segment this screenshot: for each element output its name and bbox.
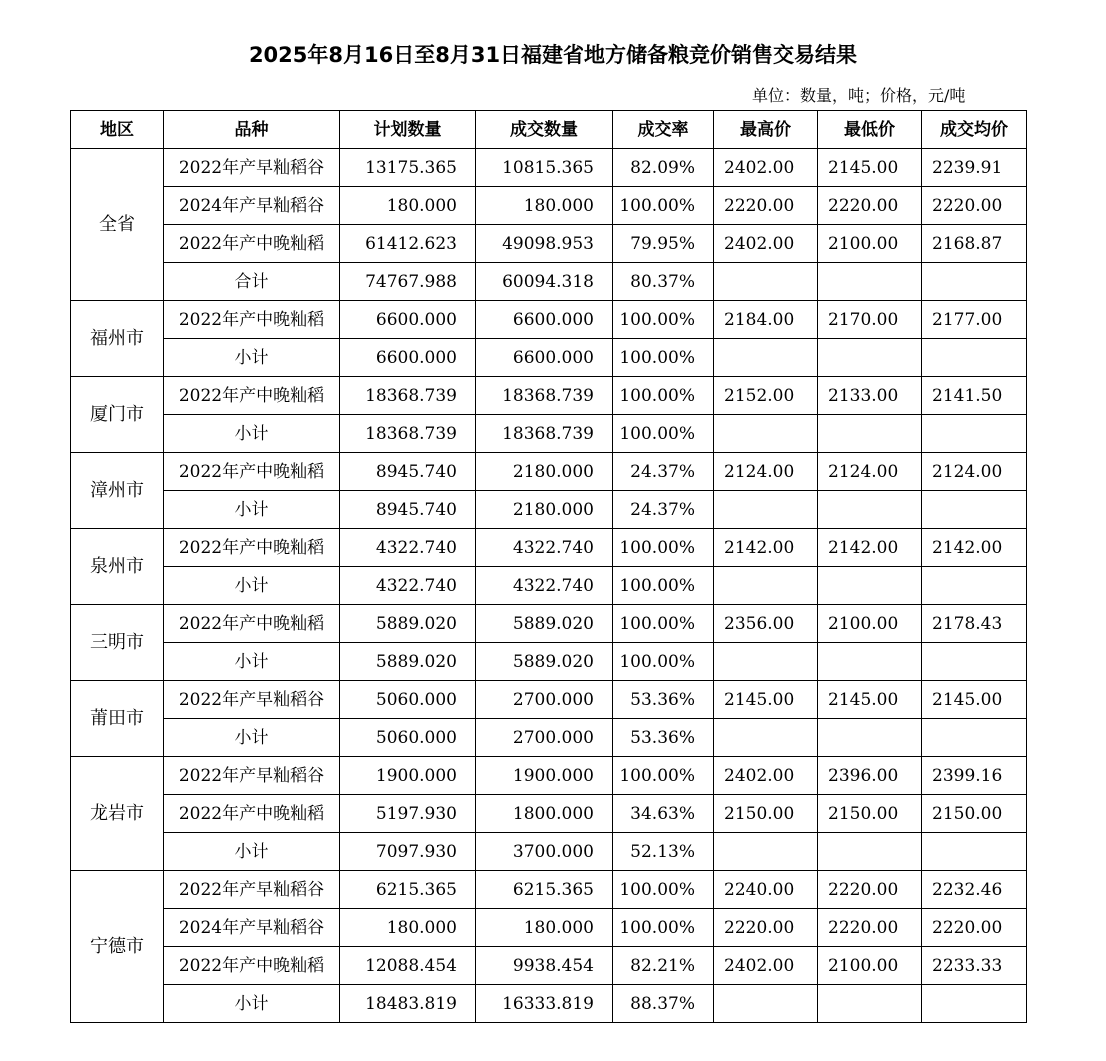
traded-qty-cell: 5889.020 — [476, 605, 613, 643]
planned-qty-cell: 5060.000 — [340, 681, 476, 719]
rate-cell: 100.00% — [613, 529, 714, 567]
min-price-cell: 2396.00 — [818, 757, 922, 795]
table-row — [71, 985, 1027, 1023]
min-price-cell: 2170.00 — [818, 301, 922, 339]
planned-qty-cell: 6600.000 — [340, 301, 476, 339]
traded-qty-cell: 4322.740 — [476, 529, 613, 567]
min-price-cell: 2220.00 — [818, 909, 922, 947]
traded-qty-cell: 180.000 — [476, 187, 613, 225]
region-cell: 厦门市 — [71, 377, 164, 453]
table-row — [71, 719, 1027, 757]
avg-price-cell — [922, 719, 1027, 757]
min-price-cell: 2145.00 — [818, 149, 922, 187]
max-price-cell: 2402.00 — [714, 149, 818, 187]
region-cell: 三明市 — [71, 605, 164, 681]
traded-qty-cell: 10815.365 — [476, 149, 613, 187]
table-row — [71, 681, 1027, 719]
planned-qty-cell: 74767.988 — [340, 263, 476, 301]
variety-cell: 小计 — [164, 643, 340, 681]
variety-cell: 2024年产早籼稻谷 — [164, 187, 340, 225]
header-traded-qty: 成交数量 — [476, 111, 613, 149]
rate-cell: 100.00% — [613, 643, 714, 681]
max-price-cell — [714, 415, 818, 453]
planned-qty-cell: 5889.020 — [340, 643, 476, 681]
max-price-cell — [714, 491, 818, 529]
header-max-price: 最高价 — [714, 111, 818, 149]
min-price-cell — [818, 339, 922, 377]
traded-qty-cell: 2700.000 — [476, 719, 613, 757]
rate-cell: 100.00% — [613, 757, 714, 795]
avg-price-cell — [922, 491, 1027, 529]
min-price-cell — [818, 833, 922, 871]
rate-cell: 80.37% — [613, 263, 714, 301]
traded-qty-cell: 5889.020 — [476, 643, 613, 681]
min-price-cell: 2124.00 — [818, 453, 922, 491]
avg-price-cell: 2141.50 — [922, 377, 1027, 415]
min-price-cell — [818, 985, 922, 1023]
rate-cell: 100.00% — [613, 301, 714, 339]
avg-price-cell — [922, 339, 1027, 377]
region-cell: 莆田市 — [71, 681, 164, 757]
table-row — [71, 225, 1027, 263]
rate-cell: 100.00% — [613, 415, 714, 453]
min-price-cell — [818, 491, 922, 529]
rate-cell: 82.21% — [613, 947, 714, 985]
rate-cell: 100.00% — [613, 377, 714, 415]
document-title: 2025年8月16日至8月31日福建省地方储备粮竞价销售交易结果 — [248, 43, 858, 67]
traded-qty-cell: 3700.000 — [476, 833, 613, 871]
table-row — [71, 643, 1027, 681]
traded-qty-cell: 18368.739 — [476, 415, 613, 453]
region-cell: 泉州市 — [71, 529, 164, 605]
rate-cell: 24.37% — [613, 491, 714, 529]
planned-qty-cell: 1900.000 — [340, 757, 476, 795]
rate-cell: 88.37% — [613, 985, 714, 1023]
min-price-cell: 2150.00 — [818, 795, 922, 833]
table-body — [71, 149, 1027, 1023]
planned-qty-cell: 7097.930 — [340, 833, 476, 871]
unit-note: 单位：数量，吨；价格，元/吨 — [752, 86, 966, 105]
table-row — [71, 187, 1027, 225]
variety-cell: 小计 — [164, 415, 340, 453]
traded-qty-cell: 6215.365 — [476, 871, 613, 909]
variety-cell: 小计 — [164, 833, 340, 871]
table-row — [71, 871, 1027, 909]
traded-qty-cell: 9938.454 — [476, 947, 613, 985]
min-price-cell: 2220.00 — [818, 871, 922, 909]
max-price-cell: 2220.00 — [714, 909, 818, 947]
rate-cell: 53.36% — [613, 681, 714, 719]
min-price-cell — [818, 643, 922, 681]
variety-cell: 2022年产中晚籼稻 — [164, 301, 340, 339]
table-row — [71, 339, 1027, 377]
traded-qty-cell: 16333.819 — [476, 985, 613, 1023]
max-price-cell: 2184.00 — [714, 301, 818, 339]
table-row — [71, 909, 1027, 947]
region-cell: 漳州市 — [71, 453, 164, 529]
traded-qty-cell: 6600.000 — [476, 301, 613, 339]
traded-qty-cell: 2180.000 — [476, 453, 613, 491]
rate-cell: 52.13% — [613, 833, 714, 871]
variety-cell: 小计 — [164, 567, 340, 605]
variety-cell: 小计 — [164, 339, 340, 377]
rate-cell: 100.00% — [613, 605, 714, 643]
planned-qty-cell: 4322.740 — [340, 567, 476, 605]
header-rate: 成交率 — [613, 111, 714, 149]
variety-cell: 小计 — [164, 719, 340, 757]
max-price-cell — [714, 719, 818, 757]
planned-qty-cell: 18483.819 — [340, 985, 476, 1023]
max-price-cell: 2402.00 — [714, 757, 818, 795]
avg-price-cell — [922, 263, 1027, 301]
table-row — [71, 301, 1027, 339]
table-row — [71, 149, 1027, 187]
avg-price-cell: 2232.46 — [922, 871, 1027, 909]
region-cell: 全省 — [71, 149, 164, 301]
variety-cell: 2022年产中晚籼稻 — [164, 377, 340, 415]
rate-cell: 100.00% — [613, 871, 714, 909]
header-region: 地区 — [71, 111, 164, 149]
traded-qty-cell: 2180.000 — [476, 491, 613, 529]
max-price-cell: 2152.00 — [714, 377, 818, 415]
planned-qty-cell: 4322.740 — [340, 529, 476, 567]
avg-price-cell: 2178.43 — [922, 605, 1027, 643]
max-price-cell: 2150.00 — [714, 795, 818, 833]
planned-qty-cell: 61412.623 — [340, 225, 476, 263]
avg-price-cell — [922, 567, 1027, 605]
max-price-cell: 2124.00 — [714, 453, 818, 491]
table-row — [71, 795, 1027, 833]
variety-cell: 2022年产中晚籼稻 — [164, 795, 340, 833]
rate-cell: 100.00% — [613, 339, 714, 377]
avg-price-cell: 2142.00 — [922, 529, 1027, 567]
avg-price-cell: 2150.00 — [922, 795, 1027, 833]
header-min-price: 最低价 — [818, 111, 922, 149]
header-planned-qty: 计划数量 — [340, 111, 476, 149]
avg-price-cell — [922, 643, 1027, 681]
table-row — [71, 833, 1027, 871]
max-price-cell — [714, 643, 818, 681]
max-price-cell: 2142.00 — [714, 529, 818, 567]
min-price-cell: 2145.00 — [818, 681, 922, 719]
avg-price-cell: 2239.91 — [922, 149, 1027, 187]
max-price-cell: 2145.00 — [714, 681, 818, 719]
variety-cell: 2022年产中晚籼稻 — [164, 605, 340, 643]
table-row — [71, 567, 1027, 605]
header-avg-price: 成交均价 — [922, 111, 1027, 149]
region-cell: 福州市 — [71, 301, 164, 377]
rate-cell: 34.63% — [613, 795, 714, 833]
planned-qty-cell: 6215.365 — [340, 871, 476, 909]
avg-price-cell — [922, 415, 1027, 453]
header-variety: 品种 — [164, 111, 340, 149]
max-price-cell: 2402.00 — [714, 947, 818, 985]
variety-cell: 2022年产中晚籼稻 — [164, 529, 340, 567]
region-cell: 龙岩市 — [71, 757, 164, 871]
rate-cell: 100.00% — [613, 187, 714, 225]
avg-price-cell: 2233.33 — [922, 947, 1027, 985]
max-price-cell: 2356.00 — [714, 605, 818, 643]
avg-price-cell: 2145.00 — [922, 681, 1027, 719]
min-price-cell: 2100.00 — [818, 605, 922, 643]
table-row — [71, 415, 1027, 453]
min-price-cell: 2100.00 — [818, 947, 922, 985]
traded-qty-cell: 1900.000 — [476, 757, 613, 795]
rate-cell: 82.09% — [613, 149, 714, 187]
table-row — [71, 453, 1027, 491]
max-price-cell: 2220.00 — [714, 187, 818, 225]
planned-qty-cell: 8945.740 — [340, 491, 476, 529]
traded-qty-cell: 4322.740 — [476, 567, 613, 605]
max-price-cell — [714, 985, 818, 1023]
variety-cell: 小计 — [164, 985, 340, 1023]
table-row — [71, 529, 1027, 567]
max-price-cell — [714, 567, 818, 605]
traded-qty-cell: 60094.318 — [476, 263, 613, 301]
planned-qty-cell: 180.000 — [340, 909, 476, 947]
min-price-cell — [818, 415, 922, 453]
traded-qty-cell: 1800.000 — [476, 795, 613, 833]
planned-qty-cell: 13175.365 — [340, 149, 476, 187]
table-row — [71, 605, 1027, 643]
table-row — [71, 377, 1027, 415]
min-price-cell — [818, 567, 922, 605]
rate-cell: 100.00% — [613, 909, 714, 947]
rate-cell: 24.37% — [613, 453, 714, 491]
header-row — [71, 111, 1027, 149]
avg-price-cell: 2177.00 — [922, 301, 1027, 339]
planned-qty-cell: 5197.930 — [340, 795, 476, 833]
min-price-cell: 2100.00 — [818, 225, 922, 263]
table-row — [71, 491, 1027, 529]
avg-price-cell — [922, 985, 1027, 1023]
variety-cell: 2022年产早籼稻谷 — [164, 681, 340, 719]
region-cell: 宁德市 — [71, 871, 164, 1023]
max-price-cell — [714, 833, 818, 871]
variety-cell: 2022年产中晚籼稻 — [164, 947, 340, 985]
table-row — [71, 263, 1027, 301]
planned-qty-cell: 180.000 — [340, 187, 476, 225]
max-price-cell — [714, 339, 818, 377]
traded-qty-cell: 49098.953 — [476, 225, 613, 263]
avg-price-cell: 2220.00 — [922, 187, 1027, 225]
max-price-cell — [714, 263, 818, 301]
rate-cell: 53.36% — [613, 719, 714, 757]
rate-cell: 79.95% — [613, 225, 714, 263]
planned-qty-cell: 5889.020 — [340, 605, 476, 643]
min-price-cell — [818, 263, 922, 301]
variety-cell: 2022年产早籼稻谷 — [164, 757, 340, 795]
planned-qty-cell: 18368.739 — [340, 377, 476, 415]
planned-qty-cell: 12088.454 — [340, 947, 476, 985]
table-row — [71, 757, 1027, 795]
planned-qty-cell: 18368.739 — [340, 415, 476, 453]
traded-qty-cell: 2700.000 — [476, 681, 613, 719]
min-price-cell: 2133.00 — [818, 377, 922, 415]
min-price-cell: 2220.00 — [818, 187, 922, 225]
planned-qty-cell: 6600.000 — [340, 339, 476, 377]
planned-qty-cell: 5060.000 — [340, 719, 476, 757]
avg-price-cell: 2124.00 — [922, 453, 1027, 491]
variety-cell: 合计 — [164, 263, 340, 301]
traded-qty-cell: 180.000 — [476, 909, 613, 947]
variety-cell: 2022年产中晚籼稻 — [164, 225, 340, 263]
results-table — [70, 110, 1027, 1023]
variety-cell: 2022年产早籼稻谷 — [164, 149, 340, 187]
avg-price-cell: 2220.00 — [922, 909, 1027, 947]
traded-qty-cell: 18368.739 — [476, 377, 613, 415]
avg-price-cell: 2399.16 — [922, 757, 1027, 795]
min-price-cell — [818, 719, 922, 757]
max-price-cell: 2240.00 — [714, 871, 818, 909]
variety-cell: 2022年产早籼稻谷 — [164, 871, 340, 909]
traded-qty-cell: 6600.000 — [476, 339, 613, 377]
avg-price-cell — [922, 833, 1027, 871]
max-price-cell: 2402.00 — [714, 225, 818, 263]
planned-qty-cell: 8945.740 — [340, 453, 476, 491]
variety-cell: 2022年产中晚籼稻 — [164, 453, 340, 491]
rate-cell: 100.00% — [613, 567, 714, 605]
table-row — [71, 947, 1027, 985]
variety-cell: 小计 — [164, 491, 340, 529]
variety-cell: 2024年产早籼稻谷 — [164, 909, 340, 947]
avg-price-cell: 2168.87 — [922, 225, 1027, 263]
min-price-cell: 2142.00 — [818, 529, 922, 567]
